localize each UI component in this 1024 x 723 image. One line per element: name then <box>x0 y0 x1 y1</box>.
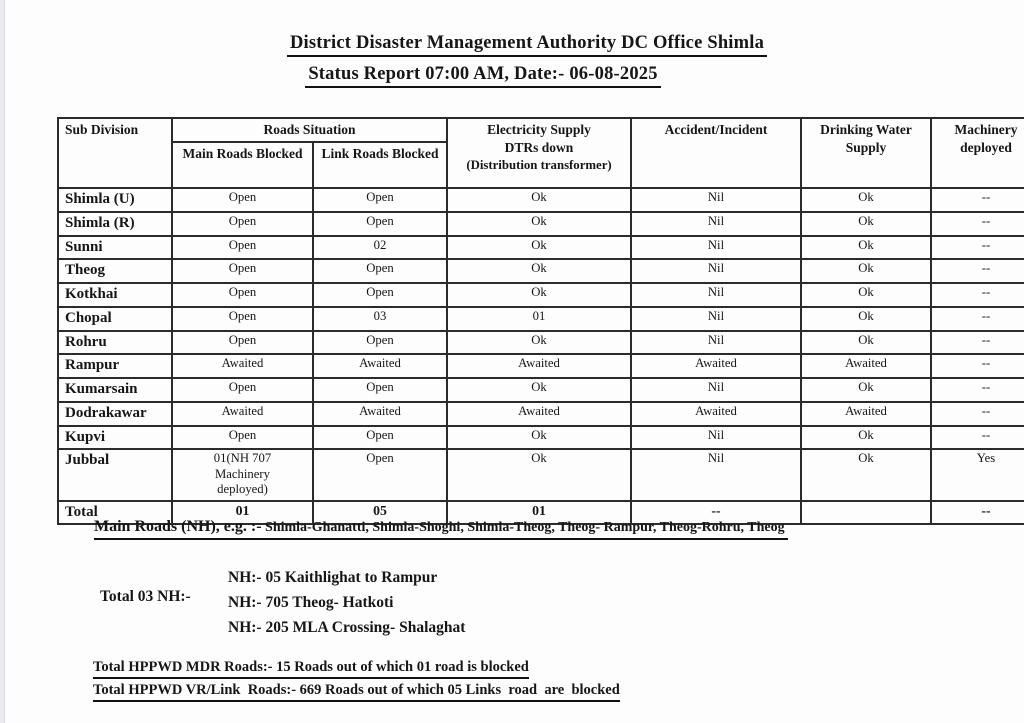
cell-electricity: Ok <box>447 283 631 307</box>
cell-machinery: -- <box>931 236 1024 260</box>
cell-main-roads: Open <box>172 378 313 402</box>
cell-link-roads: Open <box>313 378 447 402</box>
vr-link-roads-note: Total HPPWD VR/Link Roads:- 669 Roads out of which 05 Links road are blocked <box>93 682 620 702</box>
cell-main-roads: Open <box>172 259 313 283</box>
col-header-electricity <box>447 118 631 188</box>
main-roads-note-text: Shimla-Ghanatti, Shimla-Shoghi, Shimla-Theog, Theog- Rampur, Theog-Rohru, Theog <box>261 520 789 535</box>
cell-machinery: -- <box>931 259 1024 283</box>
cell-electricity: Ok <box>447 378 631 402</box>
cell-main-roads: Open <box>172 426 313 450</box>
cell-accident: Nil <box>631 307 801 331</box>
table-row <box>58 307 1024 331</box>
table-row <box>58 259 1024 283</box>
cell-accident: Awaited <box>631 354 801 378</box>
cell-electricity: Awaited <box>447 402 631 426</box>
cell-main-roads: Open <box>172 236 313 260</box>
table-row <box>58 283 1024 307</box>
cell-accident: Nil <box>631 331 801 355</box>
cell-machinery: -- <box>931 354 1024 378</box>
table-body <box>58 188 1024 501</box>
table-row <box>58 188 1024 212</box>
cell-accident: Nil <box>631 283 801 307</box>
cell-main-roads: Open <box>172 212 313 236</box>
nh-list-item: NH:- 05 Kaithlighat to Rampur <box>228 569 438 586</box>
report-header <box>0 33 1024 88</box>
water-header-line2: Supply <box>845 139 887 155</box>
cell-link-roads: Open <box>313 283 447 307</box>
cell-main-roads: Awaited <box>172 354 313 378</box>
cell-electricity: Ok <box>447 212 631 236</box>
cell-sub-division: Shimla (U) <box>58 188 172 212</box>
screen-edge-strip <box>0 0 5 723</box>
cell-link-roads: Open <box>313 212 447 236</box>
main-roads-note <box>94 518 788 540</box>
cell-machinery: -- <box>931 378 1024 402</box>
table-row <box>58 236 1024 260</box>
cell-water: Ok <box>801 212 931 236</box>
cell-sub-division: Kumarsain <box>58 378 172 402</box>
cell-main-roads: Open <box>172 307 313 331</box>
cell-link-roads: Awaited <box>313 354 447 378</box>
cell-accident: Nil <box>631 426 801 450</box>
cell-sub-division: Shimla (R) <box>58 212 172 236</box>
total-water <box>801 501 931 525</box>
mdr-roads-note: Total HPPWD MDR Roads:- 15 Roads out of which 01 road is blocked <box>93 659 529 679</box>
cell-sub-division: Jubbal <box>58 449 172 500</box>
table-row <box>58 378 1024 402</box>
cell-machinery: -- <box>931 212 1024 236</box>
col-header-drinking-water <box>801 118 931 188</box>
cell-sub-division: Kupvi <box>58 426 172 450</box>
cell-sub-division: Kotkhai <box>58 283 172 307</box>
cell-machinery: -- <box>931 426 1024 450</box>
cell-accident: Nil <box>631 188 801 212</box>
electricity-header-line1: Electricity Supply <box>487 122 591 137</box>
cell-water: Ok <box>801 426 931 450</box>
col-header-roads-situation: Roads Situation <box>172 118 447 142</box>
nh-total-label: Total 03 NH:- <box>100 588 191 605</box>
cell-accident: Nil <box>631 378 801 402</box>
cell-water: Ok <box>801 449 931 500</box>
cell-electricity: Ok <box>447 259 631 283</box>
cell-sub-division: Chopal <box>58 307 172 331</box>
total-machinery: -- <box>931 501 1024 525</box>
cell-water: Awaited <box>801 354 931 378</box>
cell-sub-division: Theog <box>58 259 172 283</box>
cell-water: Ok <box>801 331 931 355</box>
cell-accident: Nil <box>631 236 801 260</box>
cell-sub-division: Dodrakawar <box>58 402 172 426</box>
cell-link-roads: Awaited <box>313 402 447 426</box>
cell-accident: Awaited <box>631 402 801 426</box>
cell-link-roads: Open <box>313 259 447 283</box>
col-header-machinery <box>931 118 1024 188</box>
report-subtitle: Status Report 07:00 AM, Date:- 06-08-2025 <box>305 64 660 88</box>
total-link-roads: 05 <box>313 501 447 525</box>
machinery-header-line1: Machinery <box>954 122 1018 137</box>
cell-link-roads: 03 <box>313 307 447 331</box>
cell-water: Ok <box>801 378 931 402</box>
cell-link-roads: Open <box>313 449 447 500</box>
cell-link-roads: Open <box>313 188 447 212</box>
cell-electricity: Ok <box>447 236 631 260</box>
cell-accident: Nil <box>631 259 801 283</box>
cell-accident: Nil <box>631 449 801 500</box>
cell-machinery: -- <box>931 331 1024 355</box>
table-row <box>58 402 1024 426</box>
cell-main-roads: Open <box>172 188 313 212</box>
main-roads-note-lead: Main Roads (NH), e.g. :- <box>94 518 262 535</box>
cell-link-roads: Open <box>313 426 447 450</box>
cell-main-roads: Open <box>172 283 313 307</box>
total-accident: -- <box>631 501 801 525</box>
cell-sub-division: Sunni <box>58 236 172 260</box>
cell-electricity: Ok <box>447 426 631 450</box>
water-header-line1: Drinking Water <box>820 122 912 137</box>
cell-electricity: Ok <box>447 331 631 355</box>
status-table-container <box>57 117 1024 525</box>
total-main-roads: 01 <box>172 501 313 525</box>
nh-list-item: NH:- 705 Theog- Hatkoti <box>228 594 394 611</box>
cell-water: Awaited <box>801 402 931 426</box>
total-label: Total <box>58 501 172 525</box>
cell-electricity: Ok <box>447 449 631 500</box>
cell-main-roads: Awaited <box>172 402 313 426</box>
cell-main-roads: 01(NH 707 Machinery deployed) <box>172 449 313 500</box>
nh-list <box>228 565 465 640</box>
cell-link-roads: 02 <box>313 236 447 260</box>
cell-electricity: Awaited <box>447 354 631 378</box>
col-header-link-roads: Link Roads Blocked <box>313 142 447 188</box>
cell-machinery: Yes <box>931 449 1024 500</box>
electricity-header-line2: DTRs down <box>504 139 574 155</box>
cell-electricity: Ok <box>447 188 631 212</box>
cell-machinery: -- <box>931 307 1024 331</box>
cell-machinery: -- <box>931 283 1024 307</box>
machinery-header-line2: deployed <box>960 139 1012 155</box>
col-header-main-roads: Main Roads Blocked <box>172 142 313 188</box>
report-title: District Disaster Management Authority DC Office Shimla <box>287 33 767 57</box>
table-row <box>58 426 1024 450</box>
col-header-accident: Accident/Incident <box>631 118 801 188</box>
cell-water: Ok <box>801 188 931 212</box>
status-table <box>57 117 1024 525</box>
table-row <box>58 354 1024 378</box>
cell-machinery: -- <box>931 188 1024 212</box>
cell-accident: Nil <box>631 212 801 236</box>
nh-list-item: NH:- 205 MLA Crossing- Shalaghat <box>228 619 466 636</box>
cell-machinery: -- <box>931 402 1024 426</box>
cell-water: Ok <box>801 307 931 331</box>
electricity-header-line3: (Distribution transformer) <box>466 158 612 173</box>
cell-water: Ok <box>801 283 931 307</box>
cell-water: Ok <box>801 236 931 260</box>
table-row <box>58 331 1024 355</box>
cell-water: Ok <box>801 259 931 283</box>
table-row <box>58 212 1024 236</box>
table-row <box>58 449 1024 500</box>
cell-main-roads: Open <box>172 331 313 355</box>
col-header-sub-division: Sub Division <box>58 118 172 188</box>
cell-sub-division: Rohru <box>58 331 172 355</box>
cell-link-roads: Open <box>313 331 447 355</box>
cell-sub-division: Rampur <box>58 354 172 378</box>
cell-electricity: 01 <box>447 307 631 331</box>
total-electricity: 01 <box>447 501 631 525</box>
